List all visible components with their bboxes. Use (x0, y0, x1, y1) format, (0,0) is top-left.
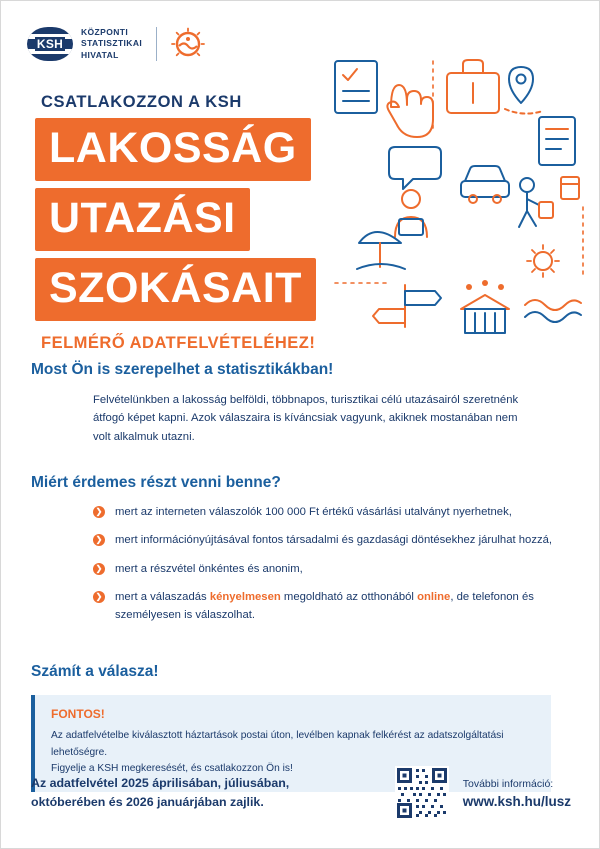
title-band-1: LAKOSSÁG (35, 118, 311, 181)
ksh-word-line-2: STATISZTIKAI (81, 38, 143, 49)
list-item-text: mert az interneten válaszolók 100 000 Ft értékű vásárlási utalványt nyerhetnek, (115, 505, 512, 518)
sun-icon (527, 245, 559, 277)
footer-info-label: További információ: (462, 777, 554, 790)
signpost-icon (373, 285, 441, 327)
ksh-badge-icon (27, 27, 73, 61)
list-item-text-pre: mert a válaszadás (115, 591, 210, 604)
ksh-word-line-3: HIVATAL (81, 49, 119, 60)
suitcase-icon (447, 60, 499, 113)
list-item (93, 561, 571, 579)
checklist-icon (335, 61, 377, 113)
section-heading-your-answer-counts: Számít a válasza! (31, 663, 159, 681)
dotted-accent (335, 61, 583, 283)
document-icon (539, 117, 575, 165)
list-item-text-mid: megoldható az otthonából (280, 591, 418, 604)
chevron-right-icon: ❯ (93, 563, 105, 575)
logo-divider (156, 27, 157, 61)
footer-info-block (463, 777, 571, 810)
title-subline: FELMÉRŐ ADATFELVÉTELÉHEZ! (41, 334, 316, 352)
survey-schedule: Az adatfelvétel 2025 áprilisában, júliusában, októberében és 2026 januárjában zajlik. (31, 775, 290, 809)
title-band-3: SZOKÁSAIT (35, 258, 316, 321)
title-band-2: UTAZÁSI (35, 188, 250, 251)
list-item (93, 532, 571, 550)
chevron-right-icon: ❯ (93, 506, 105, 518)
section-heading-statistics: Most Ön is szerepelhet a statisztikákban! (31, 361, 334, 378)
list-item (93, 504, 571, 522)
speech-bubble-icon (389, 147, 441, 189)
list-item (93, 589, 571, 624)
content (31, 361, 571, 792)
beach-umbrella-icon (357, 232, 405, 269)
highlight-online: online (417, 591, 451, 604)
chevron-right-icon: ❯ (93, 591, 105, 603)
notice-line-2: Figyelje a KSH megkeresését, és csatlakozzon Ön is! (51, 763, 293, 775)
decorative-icon-cluster (295, 47, 585, 347)
qr-code-icon[interactable] (395, 766, 449, 820)
highlight-kenyelmesen: kényelmesen (209, 591, 281, 604)
footer-url[interactable]: www.ksh.hu/lusz (462, 794, 571, 810)
intro-paragraph: Felvételünkben a lakosság belföldi, többnapos, turisztikai célú utazásairól szeretnénk átfogó képet kapni. Azok válaszaira is kíváncsiak vagyunk, akiknek mostanában nem volt alkalmuk utazni. (93, 394, 519, 443)
wave-icon (525, 300, 581, 322)
car-icon (461, 166, 509, 203)
notice-title: FONTOS! (51, 707, 105, 722)
person-reading-icon (395, 190, 427, 237)
ksh-word-line-1: KÖZPONTI (81, 27, 129, 37)
ksh-logo (27, 27, 142, 61)
list-item-text-post: , de telefonon és személyesen is válaszolhat. (115, 591, 534, 621)
header (27, 27, 205, 61)
title-block (35, 93, 316, 353)
ksh-abbr: KSH (36, 37, 64, 52)
section-heading-why-participate: Miért érdemes részt venni benne? (31, 473, 281, 491)
map-pin-icon (505, 67, 543, 114)
list-item-text: mert a részvétel önkéntes és anonim, (115, 562, 303, 575)
sun-burst-icon (171, 27, 205, 61)
hand-pointer-icon (387, 85, 433, 137)
notice-line-1: Az adatfelvételbe kiválasztott háztartások postai úton, levélben kapnak felkérést az adatszolgáltatási lehetőségre. (51, 730, 504, 758)
walking-traveler-icon (519, 178, 553, 227)
benefits-list (93, 504, 571, 625)
footer (31, 766, 571, 820)
list-item-text: mert információnyújtásával fontos társadalmi és gazdasági döntésekhez járulhat hozzá, (115, 534, 553, 547)
landmark-icon (461, 280, 509, 333)
ksh-wordmark (81, 27, 142, 61)
chevron-right-icon: ❯ (93, 534, 105, 546)
calendar-icon (561, 177, 579, 199)
footer-contact (395, 766, 571, 820)
title-eyebrow: CSATLAKOZZON A KSH (41, 93, 242, 111)
